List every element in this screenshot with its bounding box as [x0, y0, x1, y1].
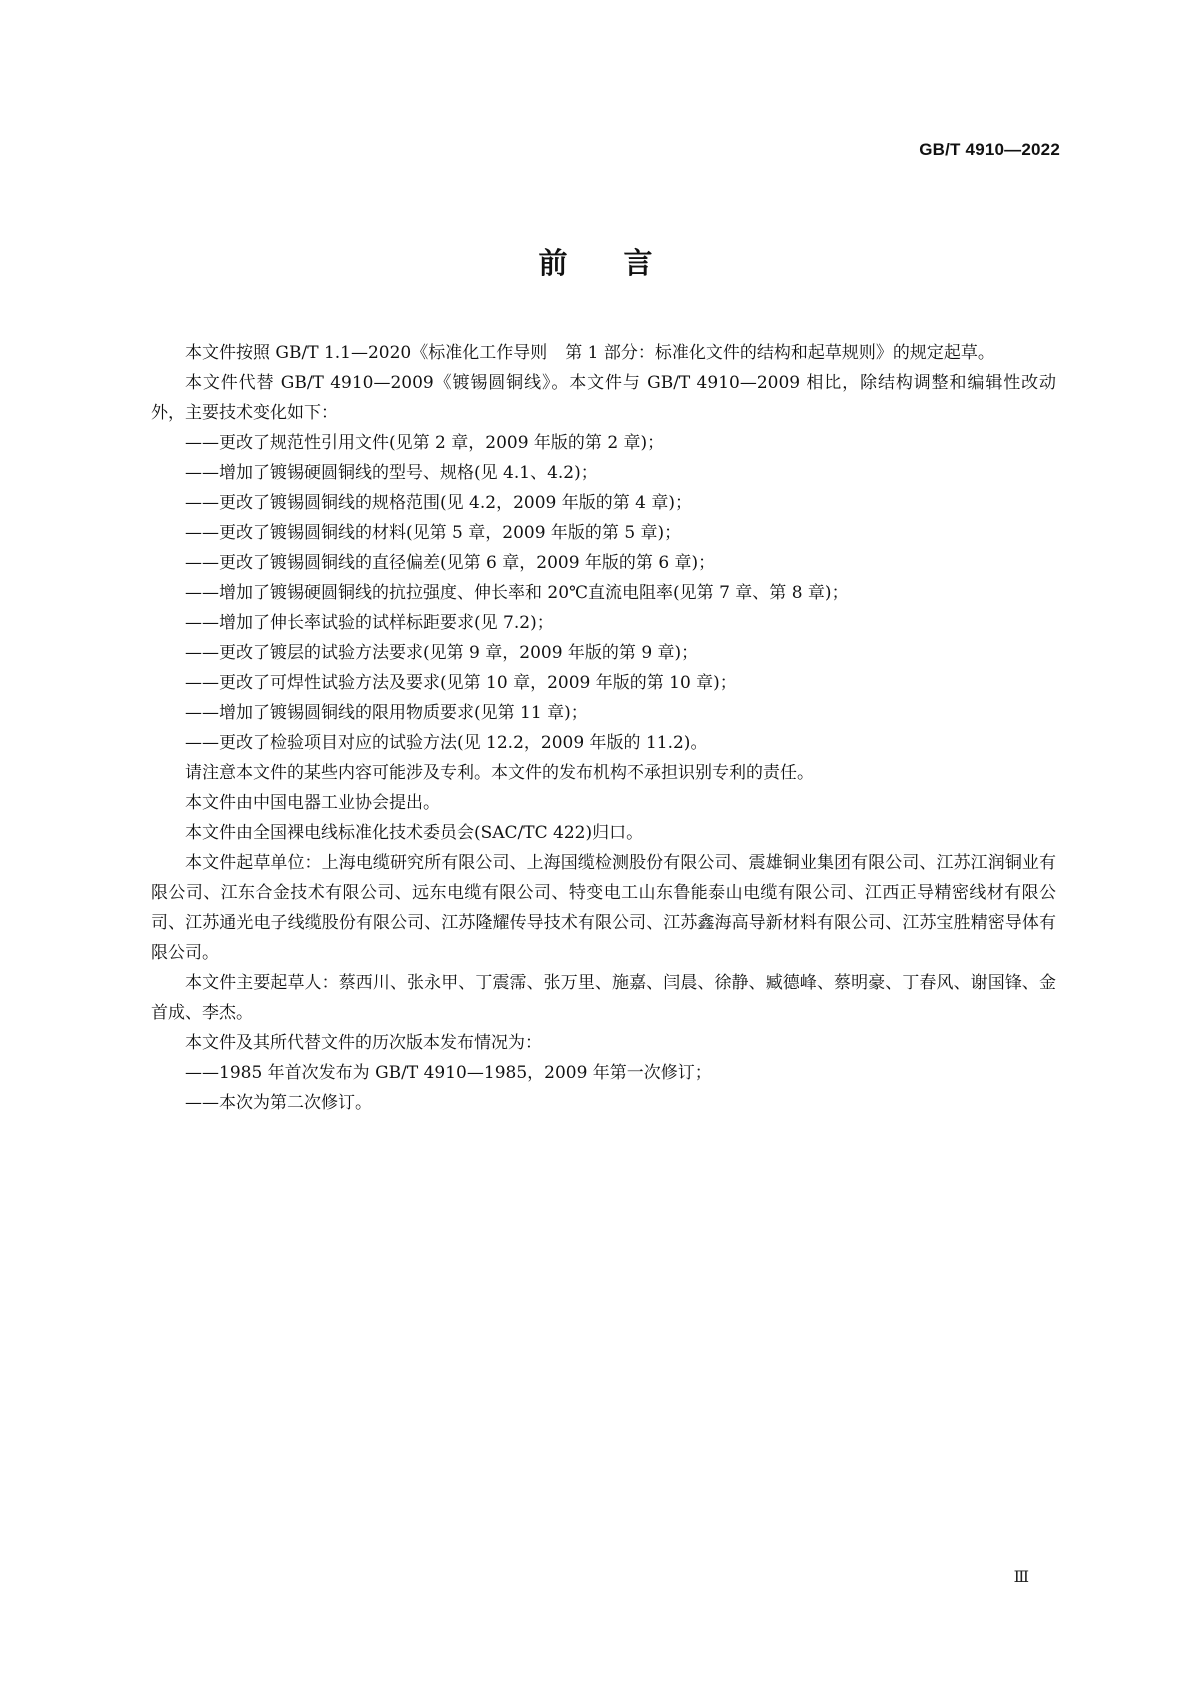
paragraph-drafting-rules	[151, 338, 1056, 368]
foreword-body	[151, 338, 1056, 1118]
change-item: ——增加了镀锡硬圆铜线的型号、规格(见 4.1、4.2)；	[185, 463, 598, 483]
change-item: ——更改了检验项目对应的试验方法(见 12.2，2009 年版的 11.2)。	[185, 733, 708, 753]
paragraph-centralized: 本文件由全国裸电线标准化技术委员会(SAC/TC 422)归口。	[185, 823, 644, 843]
standard-number: GB/T 4910—2022	[919, 140, 1060, 159]
page-number: Ⅲ	[1013, 1569, 1029, 1586]
paragraph-replaces: 本文件代替 GB/T 4910—2009《镀锡圆铜线》。本文件与 GB/T 4910—2009 相比，除结构调整和编辑性改动外，主要技术变化如下：	[151, 373, 1056, 423]
paragraph-drafting-units: 本文件起草单位：上海电缆研究所有限公司、上海国缆检测股份有限公司、震雄铜业集团有限公司、江苏江润铜业有限公司、江东合金技术有限公司、远东电缆有限公司、特变电工山东鲁能泰山电缆有限公司、江西正导精密线材有限公司、江苏通光电子线缆股份有限公司、江苏隆耀传导技术有限公司、江苏鑫海高导新材料有限公司、江苏宝胜精密导体有限公司。	[151, 853, 1056, 963]
change-item: ——增加了镀锡硬圆铜线的抗拉强度、伸长率和 20℃直流电阻率(见第 7 章、第 8 章)；	[185, 583, 849, 603]
change-item: ——增加了镀锡圆铜线的限用物质要求(见第 11 章)；	[185, 703, 588, 723]
paragraph-proposed: 本文件由中国电器工业协会提出。	[185, 793, 440, 813]
change-item: ——更改了镀锡圆铜线的材料(见第 5 章，2009 年版的第 5 章)；	[185, 523, 682, 543]
paragraph-drafting-rules-part2: 第 1 部分：标准化文件的结构和起草规则》的规定起草。	[565, 343, 995, 363]
paragraph-patent: 请注意本文件的某些内容可能涉及专利。本文件的发布机构不承担识别专利的责任。	[185, 763, 814, 783]
change-item: ——更改了镀层的试验方法要求(见第 9 章，2009 年版的第 9 章)；	[185, 643, 699, 663]
change-item: ——更改了规范性引用文件(见第 2 章，2009 年版的第 2 章)；	[185, 433, 665, 453]
title-char-2: 言	[623, 246, 653, 280]
page-title	[0, 241, 1191, 282]
paragraph-drafters: 本文件主要起草人：蔡西川、张永甲、丁震霈、张万里、施嘉、闫晨、徐静、臧德峰、蔡明豪、丁春风、谢国锋、金首成、李杰。	[151, 973, 1056, 1023]
change-item: ——更改了可焊性试验方法及要求(见第 10 章，2009 年版的第 10 章)；	[185, 673, 737, 693]
paragraph-history-intro: 本文件及其所代替文件的历次版本发布情况为：	[185, 1033, 542, 1053]
title-char-1: 前	[538, 246, 568, 280]
change-item: ——更改了镀锡圆铜线的直径偏差(见第 6 章，2009 年版的第 6 章)；	[185, 553, 716, 573]
history-item: ——本次为第二次修订。	[185, 1093, 372, 1113]
change-item: ——增加了伸长率试验的试样标距要求(见 7.2)；	[185, 613, 554, 633]
paragraph-drafting-rules-part1: 本文件按照 GB/T 1.1—2020《标准化工作导则	[185, 343, 548, 363]
change-item: ——更改了镀锡圆铜线的规格范围(见 4.2，2009 年版的第 4 章)；	[185, 493, 692, 513]
history-item: ——1985 年首次发布为 GB/T 4910—1985，2009 年第一次修订；	[185, 1063, 712, 1083]
